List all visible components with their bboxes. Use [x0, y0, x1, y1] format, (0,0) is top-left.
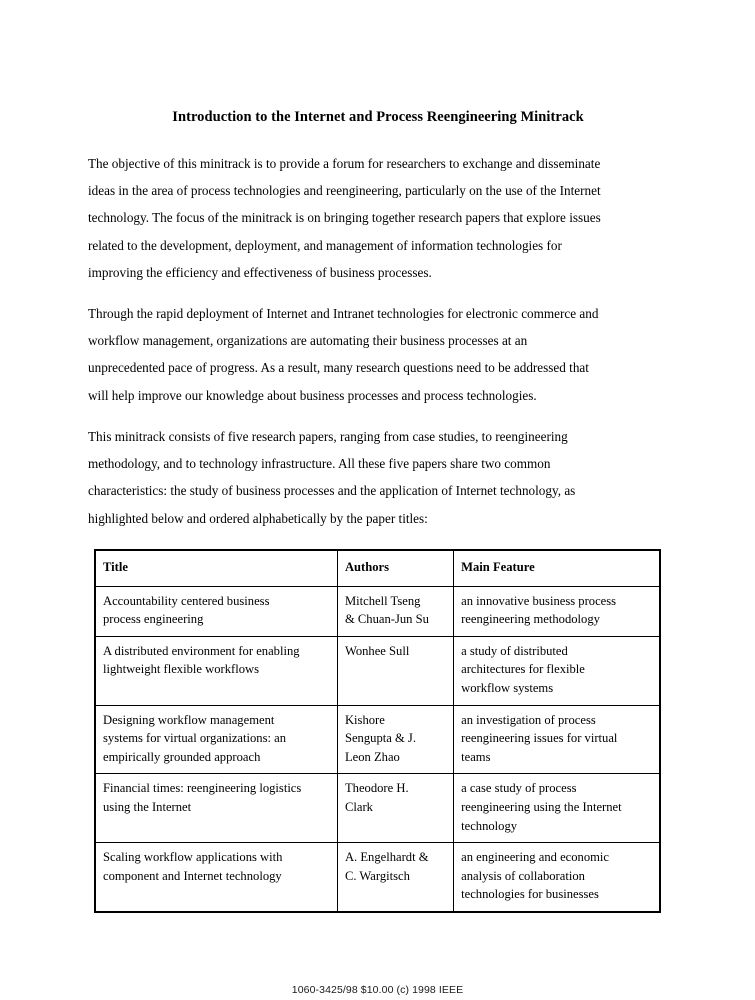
table-row	[95, 586, 660, 636]
cell-feature	[454, 843, 660, 912]
cell-authors	[337, 774, 453, 843]
cell-text-line: a study of distributed	[461, 643, 568, 658]
table-row	[95, 774, 660, 843]
cell-authors	[337, 636, 453, 705]
cell-text-line: using the Internet	[103, 799, 192, 814]
cell-text-line: technologies for businesses	[461, 887, 599, 902]
paragraph-line: will help improve our knowledge about business processes and process technologies.	[88, 387, 537, 403]
paragraph-line: workflow management, organizations are automating their business processes at an	[88, 333, 528, 349]
cell-title	[95, 774, 337, 843]
cell-text-line: reengineering issues for virtual	[461, 731, 618, 746]
cell-text-line: reengineering using the Internet	[461, 799, 622, 814]
table-row	[95, 705, 660, 774]
cell-text-line: lightweight flexible workflows	[103, 662, 259, 677]
page-title: Introduction to the Internet and Process Reengineering Minitrack	[172, 109, 584, 125]
cell-text-line: teams	[461, 749, 491, 764]
cell-title	[95, 586, 337, 636]
paragraph-line: unprecedented pace of progress. As a result, many research questions need to be addressed that	[88, 360, 589, 376]
column-header-feature: Main Feature	[454, 550, 660, 586]
table-header-row	[95, 550, 660, 586]
cell-text-line: reengineering methodology	[461, 612, 600, 627]
cell-title	[95, 705, 337, 774]
table-row	[95, 843, 660, 912]
paragraph-line: Through the rapid deployment of Internet and Intranet technologies for electronic commerce and	[88, 306, 599, 321]
cell-text-line: process engineering	[103, 612, 204, 627]
table-row	[95, 636, 660, 705]
cell-authors	[337, 843, 453, 912]
cell-feature	[454, 705, 660, 774]
cell-text-line: & Chuan-Jun Su	[344, 612, 429, 627]
cell-text-line: architectures for flexible	[461, 662, 585, 677]
copyright-footer: 1060-3425/98 $10.00 (c) 1998 IEEE	[291, 984, 464, 996]
cell-text-line: Kishore	[344, 712, 385, 727]
paragraph-line: technology. The focus of the minitrack is on bringing together research papers that explore issues	[88, 210, 601, 226]
paragraph-line: characteristics: the study of business processes and the application of Internet technology, as	[88, 483, 576, 499]
cell-feature	[454, 586, 660, 636]
cell-title	[95, 843, 337, 912]
cell-title	[95, 636, 337, 705]
cell-text-line: a case study of process	[461, 781, 577, 796]
cell-text-line: Mitchell Tseng	[344, 593, 421, 608]
papers-table	[94, 549, 661, 913]
paragraph-line: improving the efficiency and effectiveness of business processes.	[88, 264, 432, 280]
cell-text-line: analysis of collaboration	[461, 868, 585, 883]
cell-text-line: an engineering and economic	[461, 850, 610, 865]
cell-text-line: workflow systems	[461, 680, 554, 695]
paragraph-line: The objective of this minitrack is to provide a forum for researchers to exchange and disseminate	[88, 156, 601, 171]
cell-text-line: Clark	[344, 799, 373, 814]
paragraph-line: highlighted below and ordered alphabetically by the paper titles:	[88, 510, 428, 526]
cell-text-line: Sengupta & J.	[344, 731, 416, 746]
cell-text-line: C. Wargitsch	[344, 868, 410, 883]
cell-text-line: Wonhee Sull	[344, 643, 410, 658]
cell-text-line: component and Internet technology	[103, 868, 282, 883]
cell-text-line: empirically grounded approach	[103, 749, 261, 764]
cell-text-line: an investigation of process	[461, 712, 596, 727]
cell-text-line: A. Engelhardt &	[344, 850, 429, 865]
cell-authors	[337, 705, 453, 774]
paragraph-line: methodology, and to technology infrastructure. All these five papers share two common	[88, 456, 551, 472]
cell-text-line: Designing workflow management	[103, 712, 275, 727]
paragraph-line: related to the development, deployment, and management of information technologies for	[88, 237, 562, 253]
cell-text-line: Leon Zhao	[344, 749, 400, 764]
paragraph-objective	[88, 150, 668, 286]
cell-feature	[454, 774, 660, 843]
cell-text-line: technology	[461, 818, 518, 833]
cell-text-line: an innovative business process	[461, 593, 617, 608]
paragraph-line: This minitrack consists of five research papers, ranging from case studies, to reengineering	[88, 429, 568, 444]
column-header-authors: Authors	[337, 550, 453, 586]
cell-authors	[337, 586, 453, 636]
cell-text-line: Financial times: reengineering logistics	[103, 781, 302, 796]
paragraph-contents	[88, 423, 668, 532]
paragraph-line: ideas in the area of process technologies and reengineering, particularly on the use of the Internet	[88, 183, 601, 199]
cell-feature	[454, 636, 660, 705]
paragraph-deployment	[88, 300, 668, 409]
cell-text-line: Scaling workflow applications with	[103, 850, 283, 865]
cell-text-line: systems for virtual organizations: an	[103, 731, 287, 746]
cell-text-line: Accountability centered business	[103, 593, 270, 608]
cell-text-line: Theodore H.	[344, 781, 409, 796]
cell-text-line: A distributed environment for enabling	[103, 643, 300, 658]
column-header-title: Title	[95, 550, 337, 586]
